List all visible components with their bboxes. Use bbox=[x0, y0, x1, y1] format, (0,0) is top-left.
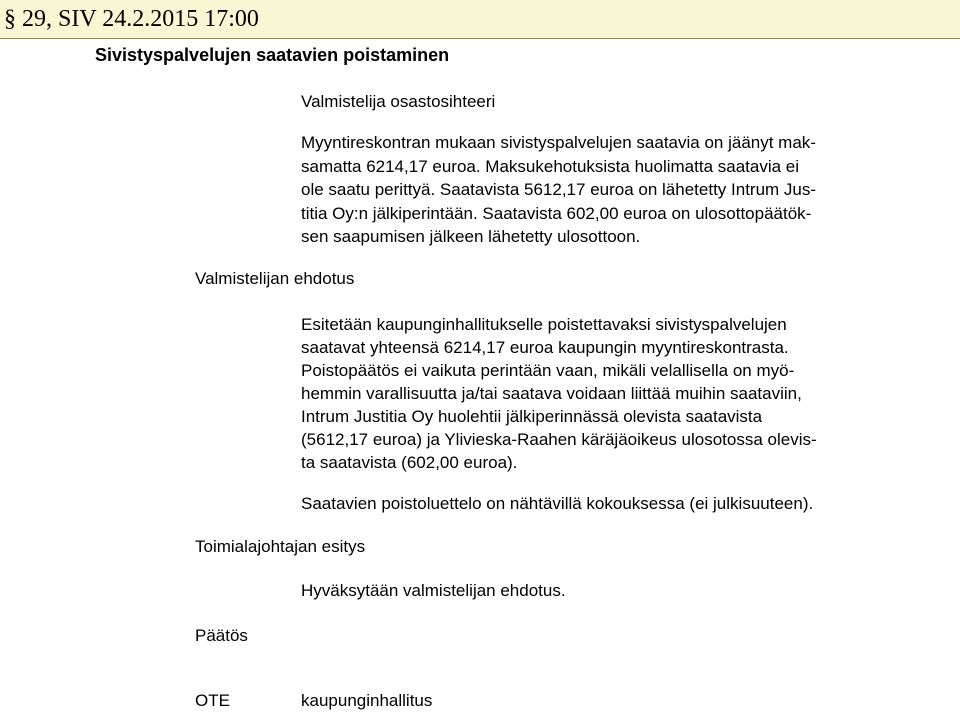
proposal-paragraph bbox=[301, 313, 817, 474]
decision-label: Päätös bbox=[195, 626, 248, 645]
proposal-line: hemmin varallisuutta ja/tai saatava voidaan liittää muihin saataviin, bbox=[301, 384, 802, 403]
ote-recipient: kaupunginhallitus bbox=[301, 691, 433, 710]
background-line: ole saatu perittyä. Saatavista 5612,17 euroa on lähetetty Intrum Jus- bbox=[301, 180, 817, 199]
background-line: samatta 6214,17 euroa. Maksukehotuksista huolimatta saatavia ei bbox=[301, 156, 800, 176]
ote-label: OTE bbox=[195, 691, 230, 710]
director-proposal: Hyväksytään valmistelijan ehdotus. bbox=[301, 581, 566, 600]
page-title: Sivistyspalvelujen saatavien poistaminen bbox=[95, 45, 450, 65]
preparer-label: Valmistelija osastosihteeri bbox=[301, 92, 496, 111]
proposal-note: Saatavien poistoluettelo on nähtävillä kokouksessa (ei julkisuuteen). bbox=[301, 494, 814, 513]
proposal-line: (5612,17 euroa) ja Ylivieska-Raahen käräjäoikeus ulosotossa olevis- bbox=[301, 430, 817, 449]
proposal-line: Poistopäätös ei vaikuta perintään vaan, mikäli velallisella on myö- bbox=[301, 361, 795, 380]
director-label: Toimialajohtajan esitys bbox=[195, 537, 366, 556]
section-header-bar bbox=[0, 0, 960, 39]
proposal-line: Esitetään kaupunginhallitukselle poistettavaksi sivistyspalvelujen bbox=[301, 315, 787, 334]
proposal-line: ta saatavista (602,00 euroa). bbox=[301, 453, 518, 472]
proposal-label: Valmistelijan ehdotus bbox=[195, 269, 355, 288]
section-header: § 29, SIV 24.2.2015 17:00 bbox=[4, 6, 259, 32]
background-paragraph bbox=[301, 131, 816, 249]
background-line: Myyntireskontran mukaan sivistyspalvelujen saatavia on jäänyt mak- bbox=[301, 133, 816, 152]
background-line: sen saapumisen jälkeen lähetetty ulosottoon. bbox=[301, 227, 641, 246]
proposal-line: Intrum Justitia Oy huolehtii jälkiperinnässä olevista saatavista bbox=[301, 407, 763, 426]
proposal-line: saatavat yhteensä 6214,17 euroa kaupungin myyntireskontrasta. bbox=[301, 338, 789, 357]
background-line: titia Oy:n jälkiperintään. Saatavista 602,00 euroa on ulosottopäätök- bbox=[301, 203, 812, 223]
